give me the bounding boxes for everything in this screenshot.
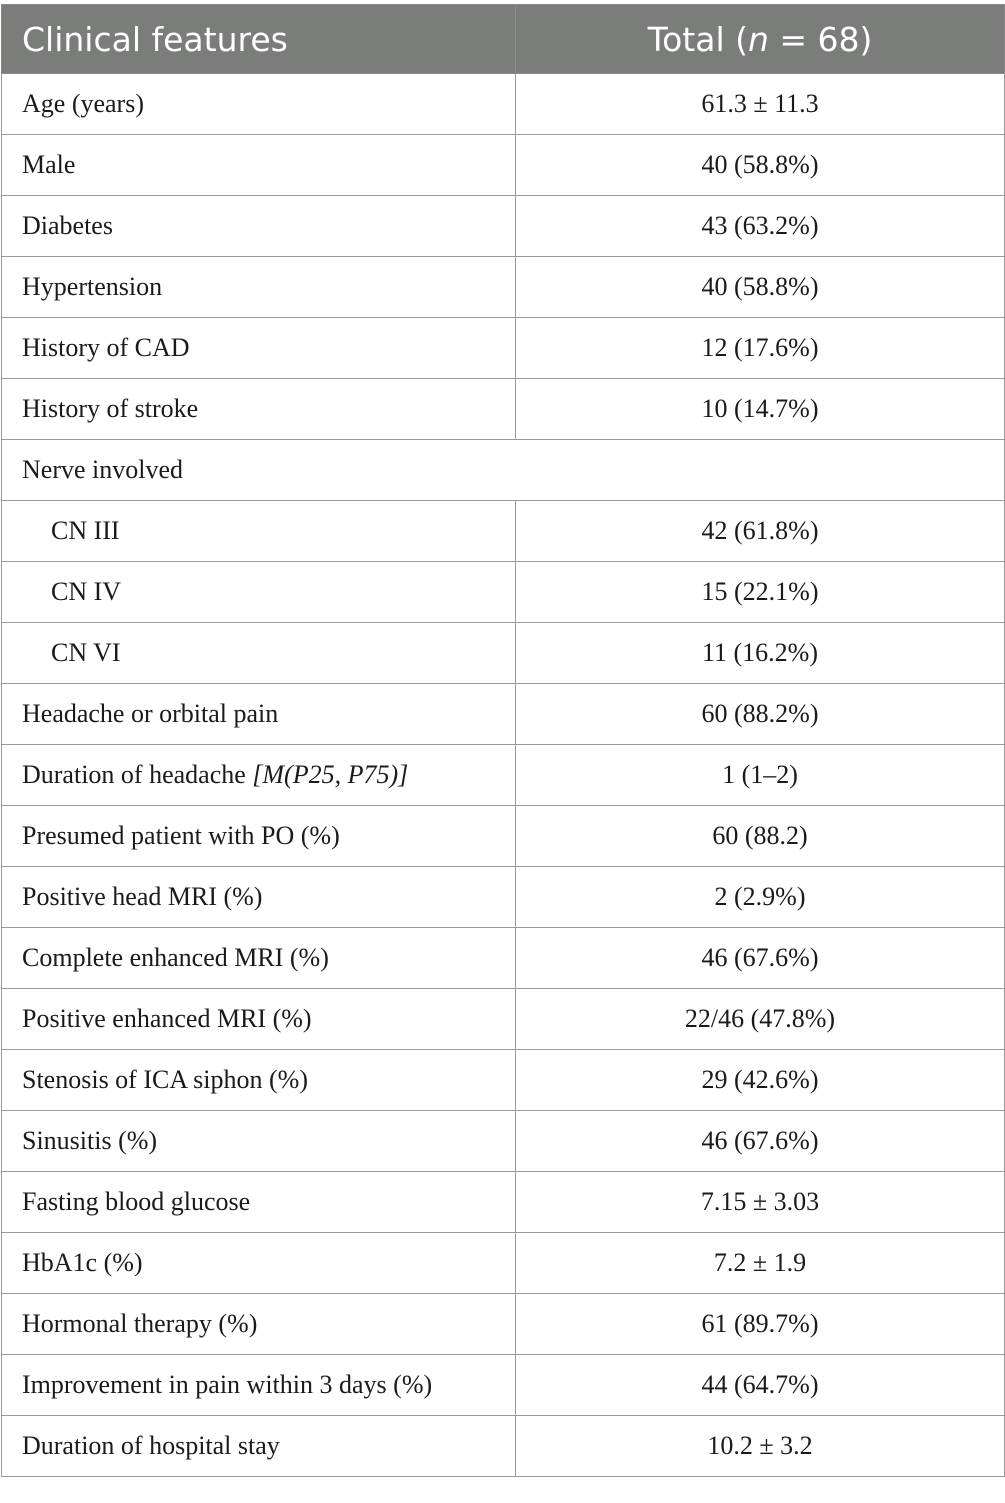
row-label-sub: CN IV: [2, 562, 516, 623]
table-row: [2, 1416, 1005, 1477]
row-value: 42 (61.8%): [516, 501, 1005, 562]
row-label-italic: [M(P25, P75)]: [252, 760, 409, 789]
row-value: 10 (14.7%): [516, 379, 1005, 440]
row-value: 40 (58.8%): [516, 257, 1005, 318]
row-value: 46 (67.6%): [516, 1111, 1005, 1172]
row-label: Presumed patient with PO (%): [2, 806, 516, 867]
row-value: 12 (17.6%): [516, 318, 1005, 379]
row-label: Hypertension: [2, 257, 516, 318]
table-row: [2, 74, 1005, 135]
row-value: 60 (88.2): [516, 806, 1005, 867]
table-row: [2, 318, 1005, 379]
table-row: [2, 1294, 1005, 1355]
row-label: Fasting blood glucose: [2, 1172, 516, 1233]
table-row: [2, 1050, 1005, 1111]
column-header-clinical-features: Clinical features: [2, 5, 516, 74]
table-row: [2, 501, 1005, 562]
row-label-text: Duration of headache: [22, 760, 253, 789]
row-label: Stenosis of ICA siphon (%): [2, 1050, 516, 1111]
row-label: History of CAD: [2, 318, 516, 379]
clinical-features-table-container: [1, 4, 1004, 1477]
row-value: 46 (67.6%): [516, 928, 1005, 989]
row-value: 11 (16.2%): [516, 623, 1005, 684]
table-section-row: [2, 440, 1005, 501]
row-label: Diabetes: [2, 196, 516, 257]
row-label: HbA1c (%): [2, 1233, 516, 1294]
table-row: [2, 562, 1005, 623]
table-row: [2, 196, 1005, 257]
table-row: [2, 1233, 1005, 1294]
table-row: [2, 257, 1005, 318]
row-label: Male: [2, 135, 516, 196]
table-row: [2, 867, 1005, 928]
table-row: [2, 1172, 1005, 1233]
row-label: Sinusitis (%): [2, 1111, 516, 1172]
row-label: History of stroke: [2, 379, 516, 440]
column-header-total-prefix: Total (: [647, 19, 748, 59]
row-label-sub: CN III: [2, 501, 516, 562]
row-value: 61 (89.7%): [516, 1294, 1005, 1355]
row-label: Age (years): [2, 74, 516, 135]
row-label: Duration of hospital stay: [2, 1416, 516, 1477]
table-row: [2, 135, 1005, 196]
row-label: Headache or orbital pain: [2, 684, 516, 745]
row-value: 10.2 ± 3.2: [516, 1416, 1005, 1477]
table-row: [2, 623, 1005, 684]
table-row: [2, 684, 1005, 745]
row-value: 60 (88.2%): [516, 684, 1005, 745]
table-header-row: [2, 5, 1005, 74]
row-value: 44 (64.7%): [516, 1355, 1005, 1416]
row-label-sub: CN VI: [2, 623, 516, 684]
table-row: [2, 928, 1005, 989]
table-row: [2, 806, 1005, 867]
section-label-nerve-involved: Nerve involved: [2, 440, 1005, 501]
row-value: 15 (22.1%): [516, 562, 1005, 623]
column-header-total-n: n: [748, 19, 769, 59]
table-row: [2, 989, 1005, 1050]
table-row: [2, 379, 1005, 440]
column-header-total-suffix: = 68): [768, 19, 873, 59]
clinical-features-table: [1, 4, 1005, 1477]
row-value: 7.2 ± 1.9: [516, 1233, 1005, 1294]
row-value: 2 (2.9%): [516, 867, 1005, 928]
row-label: Hormonal therapy (%): [2, 1294, 516, 1355]
row-value: 43 (63.2%): [516, 196, 1005, 257]
column-header-total: [516, 5, 1005, 74]
row-label: Positive enhanced MRI (%): [2, 989, 516, 1050]
row-label: [2, 745, 516, 806]
row-value: 22/46 (47.8%): [516, 989, 1005, 1050]
table-row: [2, 1355, 1005, 1416]
row-value: 29 (42.6%): [516, 1050, 1005, 1111]
row-value: 1 (1–2): [516, 745, 1005, 806]
row-label: Positive head MRI (%): [2, 867, 516, 928]
row-value: 7.15 ± 3.03: [516, 1172, 1005, 1233]
table-row: [2, 1111, 1005, 1172]
table-row: [2, 745, 1005, 806]
row-value: 40 (58.8%): [516, 135, 1005, 196]
row-label: Improvement in pain within 3 days (%): [2, 1355, 516, 1416]
row-label: Complete enhanced MRI (%): [2, 928, 516, 989]
row-value: 61.3 ± 11.3: [516, 74, 1005, 135]
